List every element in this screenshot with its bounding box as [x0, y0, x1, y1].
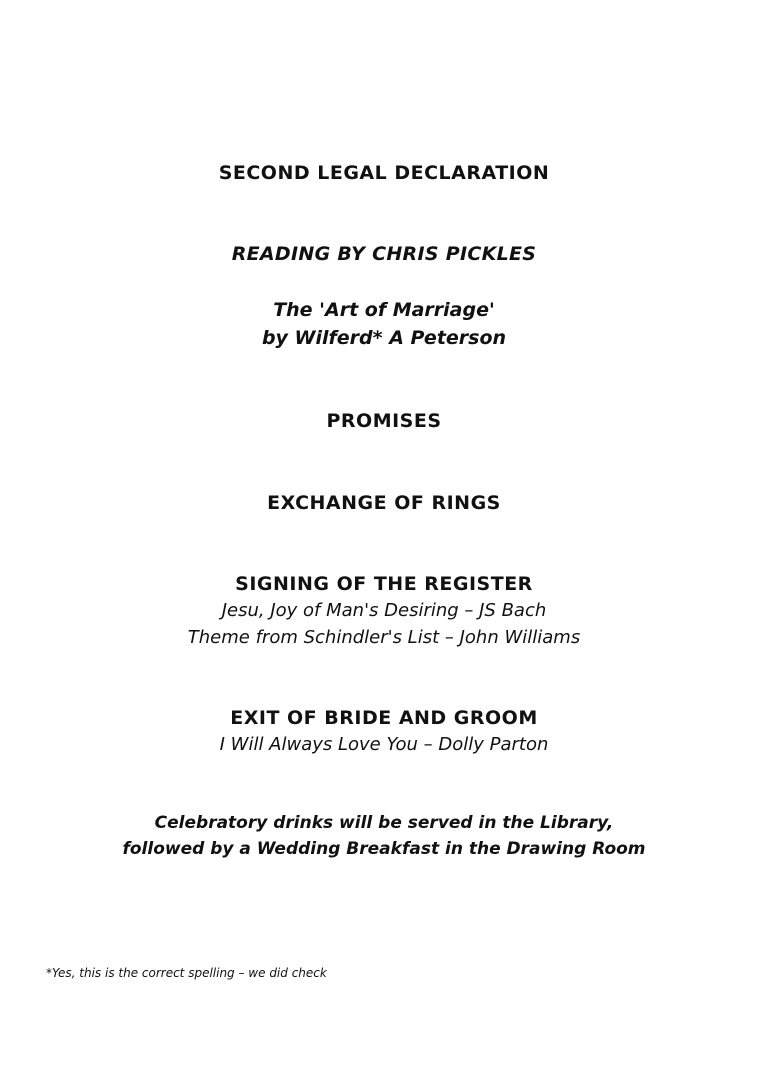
reading-title: The 'Art of Marriage': [273, 299, 495, 321]
promises-heading: PROMISES: [326, 410, 442, 432]
reading-author: by Wilferd* A Peterson: [261, 327, 507, 349]
footnote: *Yes, this is the correct spelling – we did check: [46, 966, 327, 980]
closing-line-1: Celebratory drinks will be served in the Library,: [154, 813, 614, 833]
exchange-of-rings-heading: EXCHANGE OF RINGS: [267, 492, 501, 514]
signing-music-1: Jesu, Joy of Man's Desiring – JS Bach: [221, 600, 547, 621]
signing-register-heading: SIGNING OF THE REGISTER: [235, 573, 533, 595]
closing-line-2: followed by a Wedding Breakfast in the Drawing Room: [122, 839, 646, 859]
second-legal-declaration-heading: SECOND LEGAL DECLARATION: [218, 162, 550, 184]
reading-heading: READING BY CHRIS PICKLES: [231, 243, 537, 265]
exit-heading: EXIT OF BRIDE AND GROOM: [230, 707, 538, 729]
exit-music: I Will Always Love You – Dolly Parton: [219, 734, 549, 755]
signing-music-2: Theme from Schindler's List – John Williams: [187, 627, 581, 648]
